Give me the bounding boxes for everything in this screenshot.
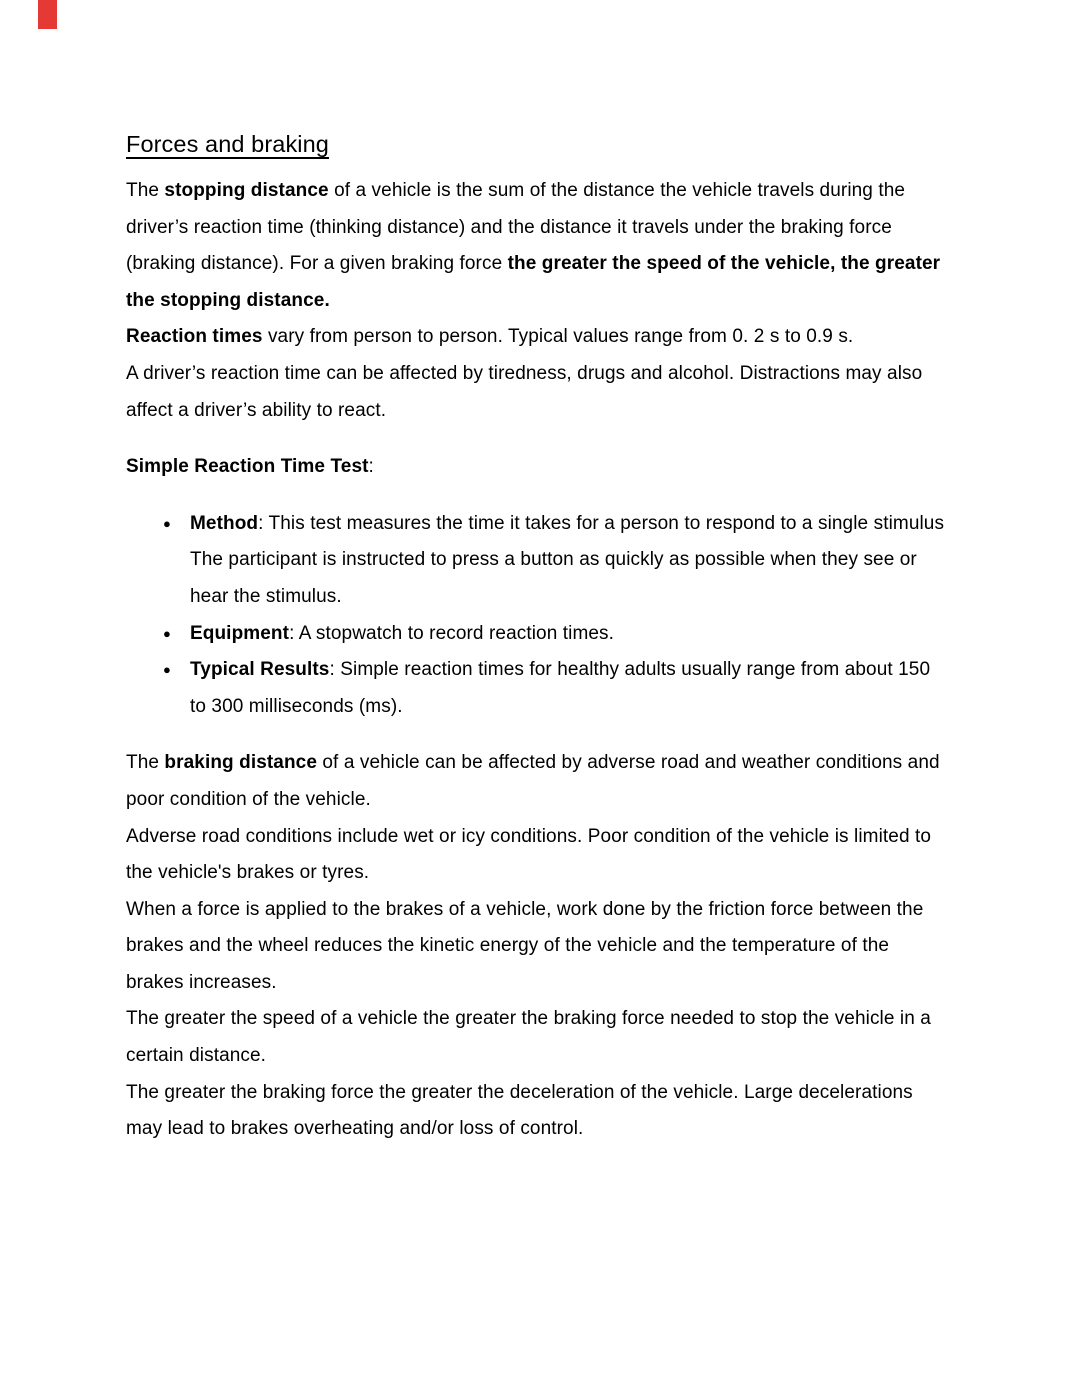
bullet-item (190, 616, 950, 653)
text-run: : (368, 456, 374, 478)
text-run: : This test measures the time it takes for a person to respond to a single stimulus The participant is instructed to press a button as quickly as possible when they see or hear the stimulus. (190, 512, 945, 607)
text-run: : A stopwatch to record reaction times. (289, 622, 615, 644)
bullet-item (190, 652, 950, 725)
bold-text-run: stopping distance (164, 180, 329, 201)
paragraph (126, 1075, 950, 1148)
bullet-list (126, 506, 950, 726)
bold-text-run: the greater the speed of the vehicle, the greater the stopping distance. (126, 253, 941, 311)
bold-text-run: braking distance (164, 752, 318, 774)
text-run: : Simple reaction times for healthy adults usually range from about 150 to 300 milliseconds (ms). (190, 659, 931, 717)
red-bookmark-icon (38, 0, 57, 29)
text-run: of a vehicle is the sum of the distance the vehicle travels during the driver’s reaction time (thinking distance) and the distance it travels under the braking force (braking distance). For a given braking force (126, 180, 906, 275)
text-run: vary from person to person. Typical values range from 0. 2 s to 0.9 s. (262, 326, 854, 348)
bold-text-run: Reaction times (126, 326, 263, 348)
bold-text-run: Typical Results (190, 659, 330, 681)
bold-text-run: Method (190, 512, 259, 534)
paragraph (126, 319, 950, 356)
bullet-item (190, 506, 950, 616)
text-run: The greater the braking force the greater the deceleration of the vehicle. Large decelerations may lead to brakes overheating and/or loss of control. (126, 1081, 913, 1140)
text-run: The greater the speed of a vehicle the greater the braking force needed to stop the vehicle in a certain distance. (126, 1008, 931, 1067)
text-run: The (126, 180, 165, 201)
paragraph (126, 1001, 950, 1074)
paragraph-container (126, 173, 950, 1148)
text-run: Adverse road conditions include wet or icy conditions. Poor condition of the vehicle is limited to the vehicle's brakes or tyres. (126, 825, 932, 884)
paragraph (126, 173, 950, 319)
paragraph (126, 356, 950, 429)
page-title: Forces and braking (126, 131, 329, 157)
document-body (126, 130, 950, 1148)
text-run: The (126, 752, 165, 774)
text-run: A driver’s reaction time can be affected by tiredness, drugs and alcohol. Distractions may also affect a driver’s ability to react. (126, 362, 923, 421)
text-run: of a vehicle can be affected by adverse road and weather conditions and poor condition of the vehicle. (126, 752, 940, 810)
bold-text-run: Simple Reaction Time Test (126, 456, 369, 478)
section-heading (126, 449, 950, 486)
paragraph (126, 819, 950, 892)
bold-text-run: Equipment (190, 622, 290, 644)
paragraph (126, 745, 950, 818)
paragraph (126, 892, 950, 1002)
text-run: When a force is applied to the brakes of a vehicle, work done by the friction force between the brakes and the wheel reduces the kinetic energy of the vehicle and the temperature of the brakes increases. (126, 898, 924, 993)
